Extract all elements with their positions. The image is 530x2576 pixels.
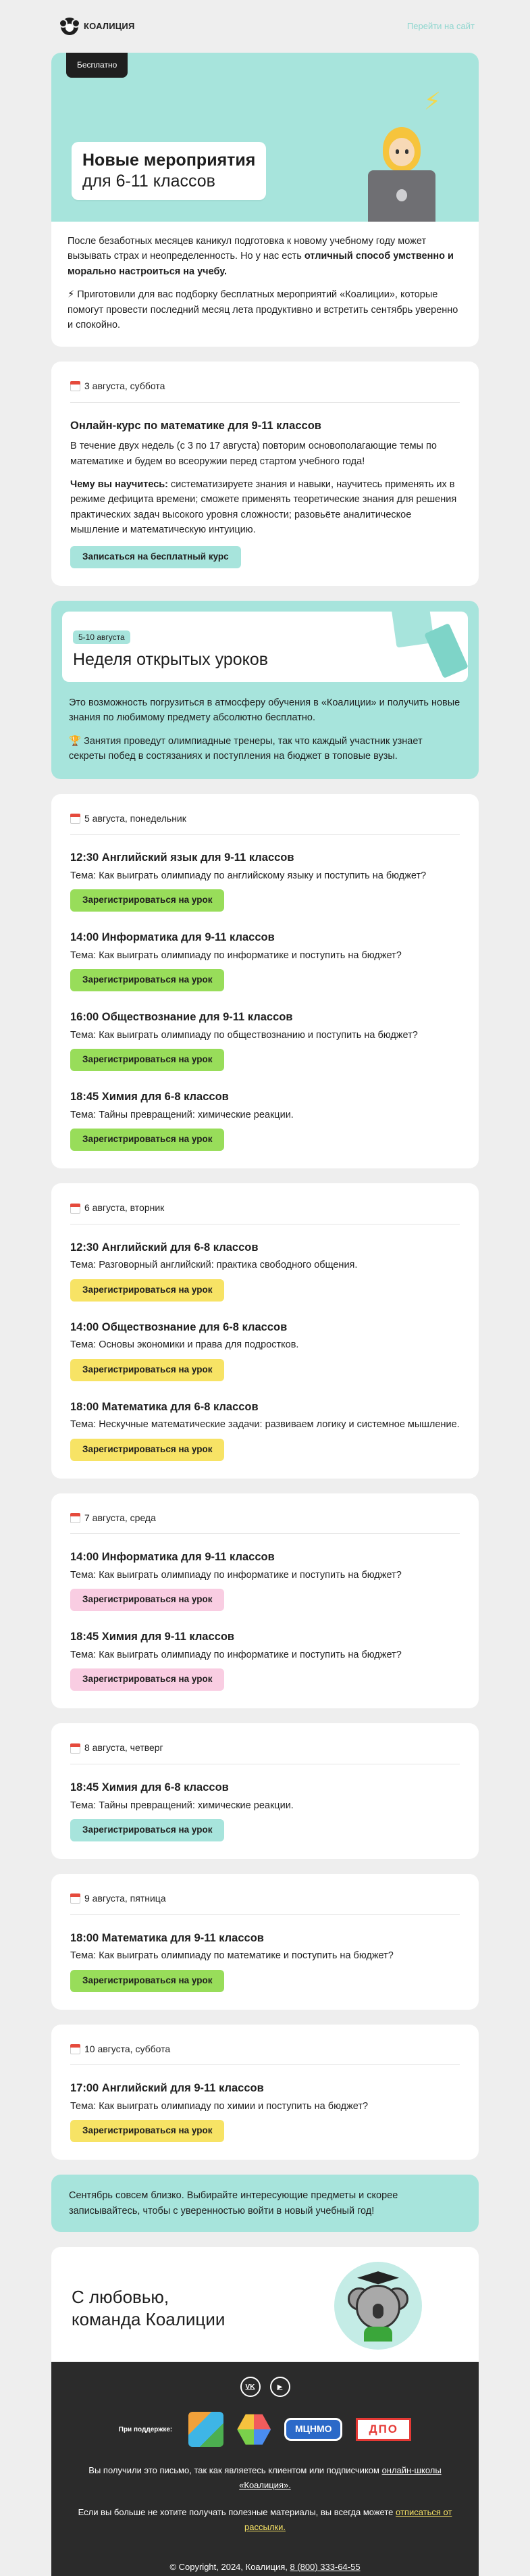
- register-lesson-button[interactable]: Зарегистрироваться на урок: [70, 1589, 224, 1611]
- footer: [51, 2362, 479, 2576]
- lesson-item: [70, 1779, 460, 1841]
- course-title: Онлайн-курс по математике для 9-11 классов: [70, 419, 321, 432]
- lesson-item: [70, 1239, 460, 1302]
- logo-text: КОАЛИЦИЯ: [84, 20, 135, 31]
- lesson-item: [70, 1319, 460, 1381]
- hero-title-line1: Новые мероприятия: [82, 151, 256, 170]
- phone-link[interactable]: 8 (800) 333-64-55: [290, 2561, 361, 2572]
- hero-title-line2: для 6-11 классов: [82, 171, 215, 191]
- date-header: 9 августа, пятница: [70, 1891, 460, 1915]
- day-card: [51, 1493, 479, 1709]
- lesson-topic: Тема: Как выиграть олимпиаду по информатике и поступить на бюджет?: [70, 949, 402, 961]
- lesson-topic: Тема: Как выиграть олимпиаду по обществознанию и поступить на бюджет?: [70, 1029, 418, 1041]
- lesson-item: [70, 1089, 460, 1151]
- partners-row: [72, 2412, 458, 2447]
- date-header: 8 августа, четверг: [70, 1741, 460, 1764]
- lesson-topic: Тема: Как выиграть олимпиаду по математике и поступить на бюджет?: [70, 1950, 394, 1962]
- closing-note: Сентябрь совсем близко. Выбирайте интересующие предметы и скорее записывайтесь, чтобы с уверенностью войти в новый учебный год!: [51, 2175, 479, 2232]
- hero-card: [51, 53, 479, 347]
- partner-logo-mccme: МЦНМО: [284, 2418, 342, 2441]
- copyright: © Copyright, 2024, Коалиция, 8 (800) 333-64-55: [169, 2561, 361, 2572]
- register-lesson-button[interactable]: Зарегистрироваться на урок: [70, 1359, 224, 1381]
- lesson-title: 14:00 Обществознание для 6-8 классов: [70, 1320, 288, 1333]
- lesson-item: [70, 1009, 460, 1071]
- hero-paragraph-2: ⚡ Приготовили для вас подборку бесплатных мероприятий «Коалиции», которые помогут провести последний месяц лета продуктивно и встретить сентябрь уверенно и спокойно.: [68, 289, 458, 331]
- register-lesson-button[interactable]: Зарегистрироваться на урок: [70, 2120, 224, 2142]
- social-links: [72, 2377, 458, 2397]
- week-banner: [62, 612, 468, 682]
- week-paragraph-2: 🏆 Занятия проведут олимпиадные тренеры, так что каждый участник узнает секреты побед в состязаниях и поступления на бюджет в топовые вузы.: [69, 735, 423, 762]
- unsubscribe-notice: Если вы больше не хотите получать полезные материалы, вы всегда можете отписаться от рассылки.: [78, 2507, 452, 2533]
- apple-logo-icon: [396, 189, 407, 201]
- lesson-title: 18:00 Математика для 9-11 классов: [70, 1931, 264, 1944]
- week-title: Неделя открытых уроков: [73, 649, 269, 669]
- date-header: 5 августа, понедельник: [70, 812, 460, 835]
- lesson-topic: Тема: Разговорный английский: практика свободного общения.: [70, 1260, 358, 1271]
- lesson-topic: Тема: Как выиграть олимпиаду по химии и поступить на бюджет?: [70, 2100, 369, 2112]
- book-illustration: [424, 623, 468, 678]
- calendar-icon: [70, 381, 80, 391]
- school-link[interactable]: онлайн-школы «Коалиция».: [239, 2465, 442, 2491]
- header: [0, 0, 530, 53]
- date-header: 3 августа, суббота: [70, 379, 460, 403]
- student-with-laptop-illustration: [368, 127, 435, 222]
- lesson-title: 12:30 Английский язык для 9-11 классов: [70, 851, 294, 864]
- lesson-item: [70, 1629, 460, 1691]
- vk-icon[interactable]: VK: [240, 2377, 261, 2397]
- unsubscribe-link[interactable]: отписаться от рассылки.: [244, 2507, 452, 2533]
- youtube-icon[interactable]: ▶: [270, 2377, 290, 2397]
- register-lesson-button[interactable]: Зарегистрироваться на урок: [70, 1279, 224, 1302]
- lesson-title: 12:30 Английский для 6-8 классов: [70, 1241, 259, 1254]
- lesson-title: 14:00 Информатика для 9-11 классов: [70, 1551, 275, 1564]
- day-card: [51, 1723, 479, 1859]
- lesson-item: [70, 1549, 460, 1611]
- support-label: При поддержке:: [118, 2425, 173, 2433]
- signature-text: С любовью, команда Коалиции: [72, 2287, 226, 2329]
- lesson-title: 18:45 Химия для 9-11 классов: [70, 1631, 235, 1643]
- register-lesson-button[interactable]: Зарегистрироваться на урок: [70, 1049, 224, 1071]
- lesson-topic: Тема: Нескучные математические задачи: развиваем логику и системное мышление.: [70, 1419, 460, 1431]
- week-text: [62, 682, 468, 764]
- lesson-title: 16:00 Обществознание для 9-11 классов: [70, 1011, 293, 1024]
- lesson-title: 18:45 Химия для 6-8 классов: [70, 1781, 229, 1793]
- koala-mascot-icon: [348, 2271, 408, 2342]
- lesson-topic: Тема: Тайны превращений: химические реакции.: [70, 1800, 294, 1811]
- signup-course-button[interactable]: Записаться на бесплатный курс: [70, 546, 241, 568]
- logo[interactable]: [61, 18, 135, 35]
- subscription-notice: Вы получили это письмо, так как являетесь клиентом или подписчиком онлайн-школы «Коалиция».: [88, 2465, 442, 2491]
- partner-logo-cube-icon: [188, 2412, 223, 2447]
- lesson-item: [70, 2080, 460, 2142]
- day-card: [51, 1183, 479, 1479]
- course-card: [51, 362, 479, 586]
- lightning-icon: ⚡: [423, 87, 441, 115]
- calendar-icon: [70, 2044, 80, 2054]
- date-header: 10 августа, суббота: [70, 2042, 460, 2066]
- course-outcomes: Чему вы научитесь: систематизируете знания и навыки, научитесь применять их в режиме дефицита времени; сможете применять теоретические знания для решения практических задач высокого уровня сложности; разовьёте аналитическое мышление и математическую интуицию.: [70, 479, 457, 536]
- calendar-icon: [70, 1743, 80, 1754]
- lesson-item: [70, 929, 460, 991]
- koala-logo-icon: [61, 18, 78, 35]
- register-lesson-button[interactable]: Зарегистрироваться на урок: [70, 1129, 224, 1151]
- signature-card: [51, 2247, 479, 2362]
- lesson-title: 17:00 Английский для 9-11 классов: [70, 2082, 264, 2095]
- hero-paragraph-1: После безаботных месяцев каникул подготовка к новому учебному году может вызывать страх и неопределенность. Но у нас есть отличный способ умственно и морально настроиться на учебу.: [68, 236, 454, 277]
- hero-title: [72, 142, 266, 200]
- open-lessons-week-card: [51, 601, 479, 779]
- week-paragraph-1: Это возможность погрузиться в атмосферу обучения в «Коалиции» и получить новые знания по любимому предмету абсолютно бесплатно.: [69, 697, 460, 724]
- lesson-topic: Тема: Как выиграть олимпиаду по английскому языку и поступить на бюджет?: [70, 870, 427, 881]
- lesson-topic: Тема: Как выиграть олимпиаду по информатике и поступить на бюджет?: [70, 1649, 402, 1660]
- hero-banner: [51, 53, 479, 222]
- calendar-icon: [70, 1893, 80, 1904]
- calendar-icon: [70, 814, 80, 824]
- lesson-title: 18:45 Химия для 6-8 классов: [70, 1091, 229, 1104]
- register-lesson-button[interactable]: Зарегистрироваться на урок: [70, 969, 224, 991]
- week-dates-badge: 5-10 августа: [73, 630, 130, 645]
- lesson-item: [70, 1399, 460, 1461]
- day-card: [51, 2025, 479, 2160]
- register-lesson-button[interactable]: Зарегистрироваться на урок: [70, 889, 224, 912]
- hero-text: [51, 222, 479, 347]
- site-link[interactable]: Перейти на сайт: [406, 20, 475, 31]
- lesson-title: 14:00 Информатика для 9-11 классов: [70, 931, 275, 944]
- lesson-item: [70, 849, 460, 912]
- day-card: [51, 794, 479, 1169]
- calendar-icon: [70, 1513, 80, 1523]
- date-header: 6 августа, вторник: [70, 1201, 460, 1224]
- lesson-topic: Тема: Основы экономики и права для подростков.: [70, 1339, 299, 1351]
- register-lesson-button[interactable]: Зарегистрироваться на урок: [70, 1439, 224, 1461]
- free-badge: Бесплатно: [66, 53, 128, 78]
- register-lesson-button[interactable]: Зарегистрироваться на урок: [70, 1970, 224, 1992]
- day-card: [51, 1874, 479, 2010]
- register-lesson-button[interactable]: Зарегистрироваться на урок: [70, 1668, 224, 1691]
- lesson-topic: Тема: Тайны превращений: химические реакции.: [70, 1109, 294, 1120]
- lesson-topic: Тема: Как выиграть олимпиаду по информатике и поступить на бюджет?: [70, 1569, 402, 1581]
- lesson-title: 18:00 Математика для 6-8 классов: [70, 1400, 259, 1413]
- partner-logo-hexagon-icon: [237, 2412, 271, 2446]
- course-description: В течение двух недель (с 3 по 17 августа) повторим основополагающие темы по математике и будем во всеоружии перед стартом учебного года!: [70, 441, 437, 467]
- lesson-item: [70, 1930, 460, 1992]
- partner-logo-dpo: ДПО: [356, 2418, 411, 2441]
- calendar-icon: [70, 1204, 80, 1214]
- date-header: 7 августа, среда: [70, 1511, 460, 1535]
- register-lesson-button[interactable]: Зарегистрироваться на урок: [70, 1819, 224, 1841]
